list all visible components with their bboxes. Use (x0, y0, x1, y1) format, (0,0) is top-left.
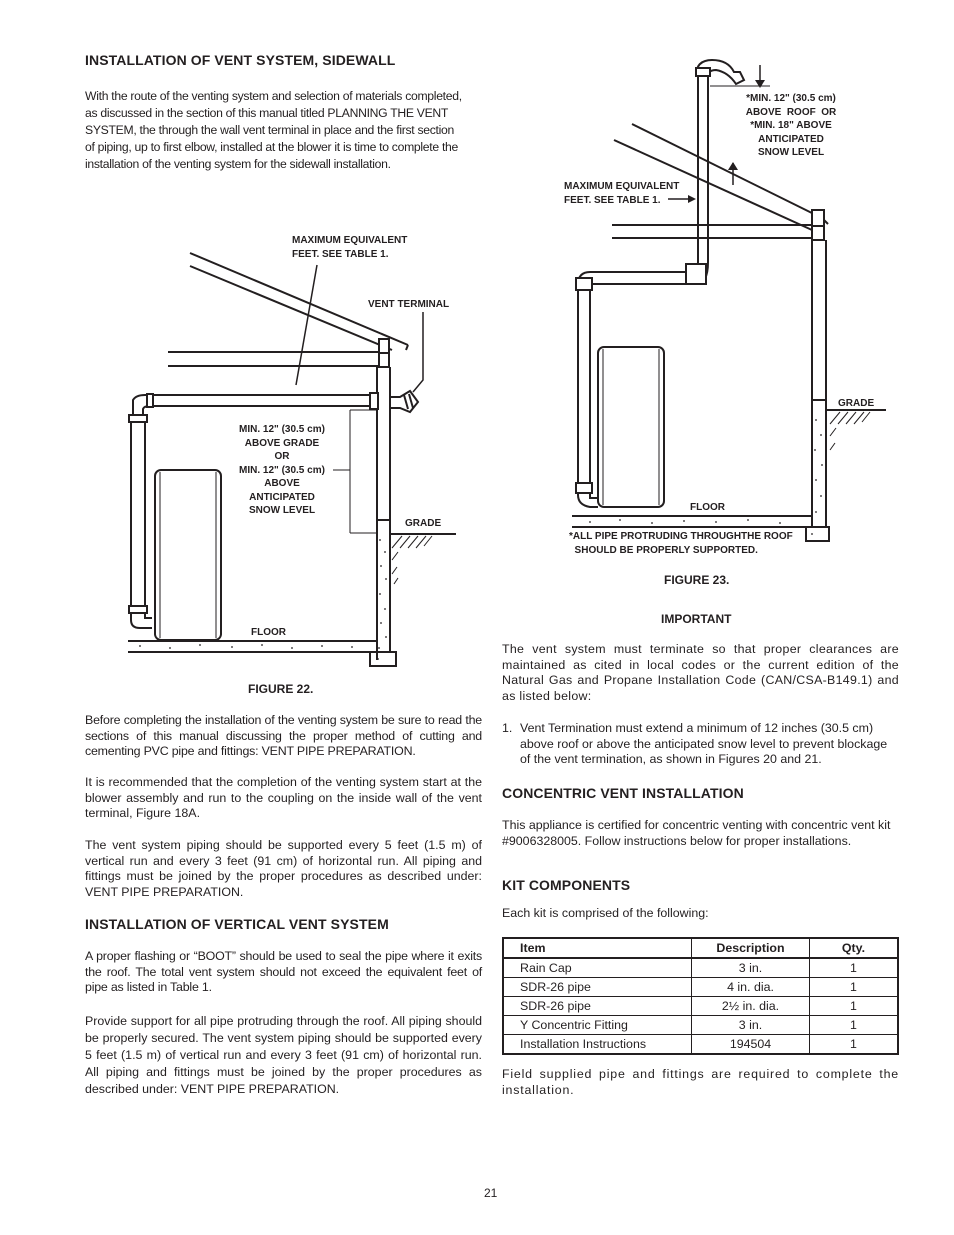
cell-item: Y Concentric Fitting (503, 1016, 692, 1035)
cell-description: 4 in. dia. (692, 978, 810, 997)
column-header-qty: Qty. (810, 938, 899, 958)
fig22-floor-label: FLOOR (251, 627, 286, 638)
left-para-1: Before completing the installation of the venting system be sure to read the sections of this manual discussing the proper method of cutting and cementing PVC pipe and fittings: VENT PIPE PREPARATION. (85, 713, 482, 758)
important-heading: IMPORTANT (661, 612, 732, 626)
fig22-vent-terminal-label: VENT TERMINAL (368, 299, 450, 310)
page-number: 21 (484, 1186, 498, 1200)
fig23-min-roof-label: *MIN. 12" (30.5 cm) ABOVE ROOF OR *MIN. 18" ABOVE ANTICIPATED SNOW LEVEL (745, 93, 837, 158)
kit-components-table (502, 937, 899, 1055)
table-row (503, 978, 898, 997)
cell-qty: 1 (810, 978, 899, 997)
heading-vertical: INSTALLATION OF VERTICAL VENT SYSTEM (85, 916, 389, 932)
fig23-floor-label: FLOOR (690, 502, 725, 513)
cell-description: 3 in. (692, 1016, 810, 1035)
sidewall-intro: With the route of the venting system and selection of materials completed, as discussed in the section of this manual titled PLANNING THE VENT SYSTEM, the through the wall vent terminal in place and the first section of piping, up to first elbow, installed at the blower it is time to complete the installation of the venting system for the sidewall installation. (85, 89, 462, 171)
important-text: The vent system must terminate so that proper clearances are maintained as cited in local codes or the current edition of the Natural Gas and Propane Installation Code (CAN/CSA-B149.1) and as listed below: (502, 642, 899, 703)
column-header-item: Item (503, 938, 692, 958)
heading-sidewall: INSTALLATION OF VENT SYSTEM, SIDEWALL (85, 52, 396, 68)
cell-item: Rain Cap (503, 958, 692, 978)
table-row (503, 1035, 898, 1055)
table-row (503, 1016, 898, 1035)
important-item-number: 1. (502, 721, 513, 735)
cell-qty: 1 (810, 958, 899, 978)
table-row (503, 958, 898, 978)
figure-23-caption: FIGURE 23. (664, 573, 730, 587)
column-header-description: Description (692, 938, 810, 958)
cell-item: SDR-26 pipe (503, 978, 692, 997)
fig22-grade-label: GRADE (405, 518, 442, 529)
kit-footer: Field supplied pipe and fittings are required to complete the installation. (502, 1067, 899, 1097)
figure-22-caption: FIGURE 22. (248, 682, 314, 696)
fig23-note-label: *ALL PIPE PROTRUDING THROUGHTHE ROOF SHOULD BE PROPERLY SUPPORTED. (569, 531, 793, 556)
heading-concentric: CONCENTRIC VENT INSTALLATION (502, 785, 744, 801)
cell-description: 194504 (692, 1035, 810, 1055)
cell-qty: 1 (810, 1035, 899, 1055)
fig22-min-clearance-label: MIN. 12" (30.5 cm) ABOVE GRADE OR MIN. 12" (30.5 cm) ABOVE ANTICIPATED SNOW LEVEL (239, 424, 325, 516)
vertical-para-2: Provide support for all pipe protruding through the roof. All piping should be properly secured. The vent system piping should be supported every 5 feet (1.5 m) of vertical run and every 3 feet (91 cm) of horizontal run. All piping and fittings must be joined by the proper procedures as described under: VENT PIPE PREPARATION. (85, 1014, 482, 1096)
concentric-text: This appliance is certified for concentric venting with concentric vent kit #9006328005. Follow instructions below for proper installations. (502, 818, 891, 848)
left-para-3: The vent system piping should be supported every 5 feet (1.5 m) of vertical run and every 3 feet (91 cm) of horizontal run. All piping and fittings must be joined by the proper procedures as described under: VENT PIPE PREPARATION. (85, 838, 482, 899)
cell-qty: 1 (810, 997, 899, 1016)
cell-description: 3 in. (692, 958, 810, 978)
fig23-max-equiv-label: MAXIMUM EQUIVALENT FEET. SEE TABLE 1. (564, 181, 680, 206)
fig22-max-equiv-label: MAXIMUM EQUIVALENT FEET. SEE TABLE 1. (292, 235, 408, 260)
cell-qty: 1 (810, 1016, 899, 1035)
table-row (503, 997, 898, 1016)
cell-description: 2½ in. dia. (692, 997, 810, 1016)
cell-item: SDR-26 pipe (503, 997, 692, 1016)
heading-kit-components: KIT COMPONENTS (502, 877, 631, 893)
vertical-para-1: A proper flashing or “BOOT” should be used to seal the pipe where it exits the roof. The total vent system should not exceed the equivalent feet of pipe as listed in Table 1. (85, 949, 482, 994)
kit-intro: Each kit is comprised of the following: (502, 906, 709, 920)
cell-item: Installation Instructions (503, 1035, 692, 1055)
table-header-row (503, 938, 898, 958)
important-item-1: Vent Termination must extend a minimum of 12 inches (30.5 cm) above roof or above the anticipated snow level to prevent blockage of the vent termination, as shown in Figures 20 and 21. (520, 721, 888, 766)
left-para-2: It is recommended that the completion of the venting system start at the blower assembly and run to the coupling on the inside wall of the vent terminal, Figure 18A. (85, 775, 482, 820)
fig23-grade-label: GRADE (838, 398, 875, 409)
